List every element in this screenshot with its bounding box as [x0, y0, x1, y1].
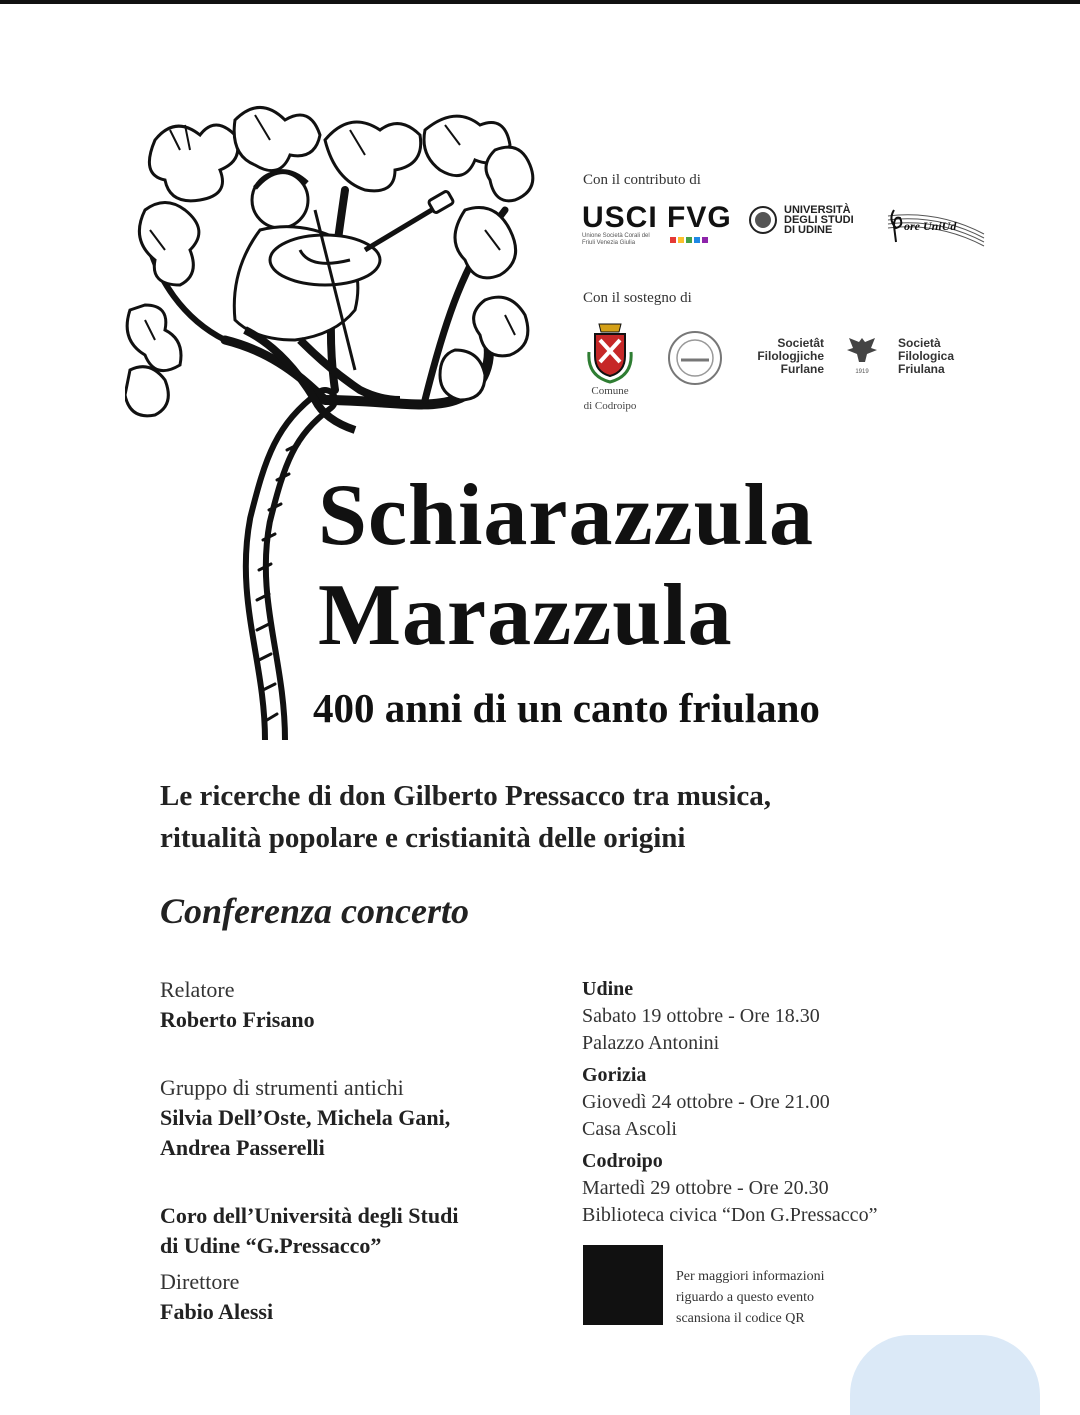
societat-line3: Furlane: [780, 362, 824, 376]
eagle-icon: [845, 334, 879, 364]
floating-action-button[interactable]: [850, 1335, 1040, 1415]
performers-column: [160, 975, 540, 1327]
codroipo-line2: di Codroipo: [583, 400, 637, 412]
direttore-role: Direttore: [160, 1269, 240, 1294]
top-border: [0, 0, 1080, 4]
coro-line2: di Udine “G.Pressacco”: [160, 1233, 382, 1258]
date-entry-gorizia: [582, 1061, 1002, 1143]
qr-note: [676, 1266, 876, 1329]
lead-text: [160, 775, 960, 859]
qr-note-line3: scansiona il codice QR: [676, 1311, 805, 1326]
date-when: Sabato 19 ottobre - Ore 18.30: [582, 1005, 820, 1027]
dates-column: [582, 975, 1002, 1229]
eagle-year: 1919: [855, 369, 869, 375]
eagle-emblem: [842, 334, 882, 375]
societa-line3: Friulana: [898, 362, 945, 376]
codroipo-coat-of-arms-icon: [585, 322, 635, 384]
contributo-label: Con il contributo di: [583, 172, 701, 188]
usci-logo-text: USCI FVG: [582, 201, 732, 234]
qr-code[interactable]: [583, 1245, 663, 1325]
usci-fvg-logo: [582, 201, 732, 246]
gruppo-line2: Andrea Passerelli: [160, 1135, 325, 1160]
event-type: Conferenza concerto: [160, 891, 469, 931]
societat-line1: Societât: [777, 336, 824, 350]
date-where: Casa Ascoli: [582, 1118, 677, 1140]
direttore-name: Fabio Alessi: [160, 1299, 274, 1324]
gruppo-role: Gruppo di strumenti antichi: [160, 1075, 404, 1100]
relatore-role: Relatore: [160, 977, 235, 1002]
comune-codroipo-logo: [575, 322, 645, 414]
usci-color-dots: [670, 237, 732, 243]
title-line1: Schiarazzula: [318, 467, 814, 564]
date-entry-udine: [582, 975, 1002, 1057]
societa-filologica-logo: [898, 337, 978, 376]
uniud-logo: [748, 205, 854, 235]
qr-note-line1: Per maggiori informazioni: [676, 1269, 825, 1284]
music-staff-logo-icon: [886, 202, 986, 248]
date-entry-codroipo: [582, 1147, 1002, 1229]
uniud-line1: UNIVERSITÀ: [784, 204, 851, 216]
codroipo-line1: Comune: [591, 385, 629, 397]
uniud-seal-icon: [748, 205, 778, 235]
date-city: Codroipo: [582, 1150, 663, 1172]
date-where: Biblioteca civica “Don G.Pressacco”: [582, 1204, 878, 1226]
societa-line1: Società: [898, 336, 941, 350]
date-when: Giovedì 24 ottobre - Ore 21.00: [582, 1091, 830, 1113]
date-where: Palazzo Antonini: [582, 1032, 720, 1054]
relatore-name: Roberto Frisano: [160, 1007, 315, 1032]
uniud-line3: DI UDINE: [784, 224, 833, 236]
lead-line1: Le ricerche di don Gilberto Pressacco tra musica,: [160, 780, 772, 812]
date-city: Gorizia: [582, 1064, 647, 1086]
title-line2: Marazzula: [318, 567, 733, 664]
coro-uniud-logo: [886, 202, 986, 248]
lead-line2: ritualità popolare e cristianità delle origini: [160, 822, 686, 854]
uniud-line2: DEGLI STUDI: [784, 214, 854, 226]
coro-line1: Coro dell’Università degli Studi: [160, 1203, 459, 1228]
svg-text:ore UniUd: ore UniUd: [904, 219, 957, 233]
date-when: Martedì 29 ottobre - Ore 20.30: [582, 1177, 829, 1199]
event-title: [318, 466, 814, 666]
qr-note-line2: riguardo a questo evento: [676, 1290, 815, 1305]
event-subtitle: 400 anni di un canto friulano: [313, 685, 820, 731]
societa-line2: Filologica: [898, 349, 955, 363]
date-city: Udine: [582, 978, 634, 1000]
gruppo-line1: Silvia Dell’Oste, Michela Gani,: [160, 1105, 451, 1130]
sostegno-label: Con il sostegno di: [583, 290, 692, 306]
round-stamp-logo-icon: [667, 330, 723, 386]
usci-logo-subtitle: Unione Società Corali del Friuli Venezia Giulia: [582, 233, 650, 246]
societat-line2: Filologjiche: [757, 349, 824, 363]
societat-filologjiche-logo: [748, 337, 824, 376]
